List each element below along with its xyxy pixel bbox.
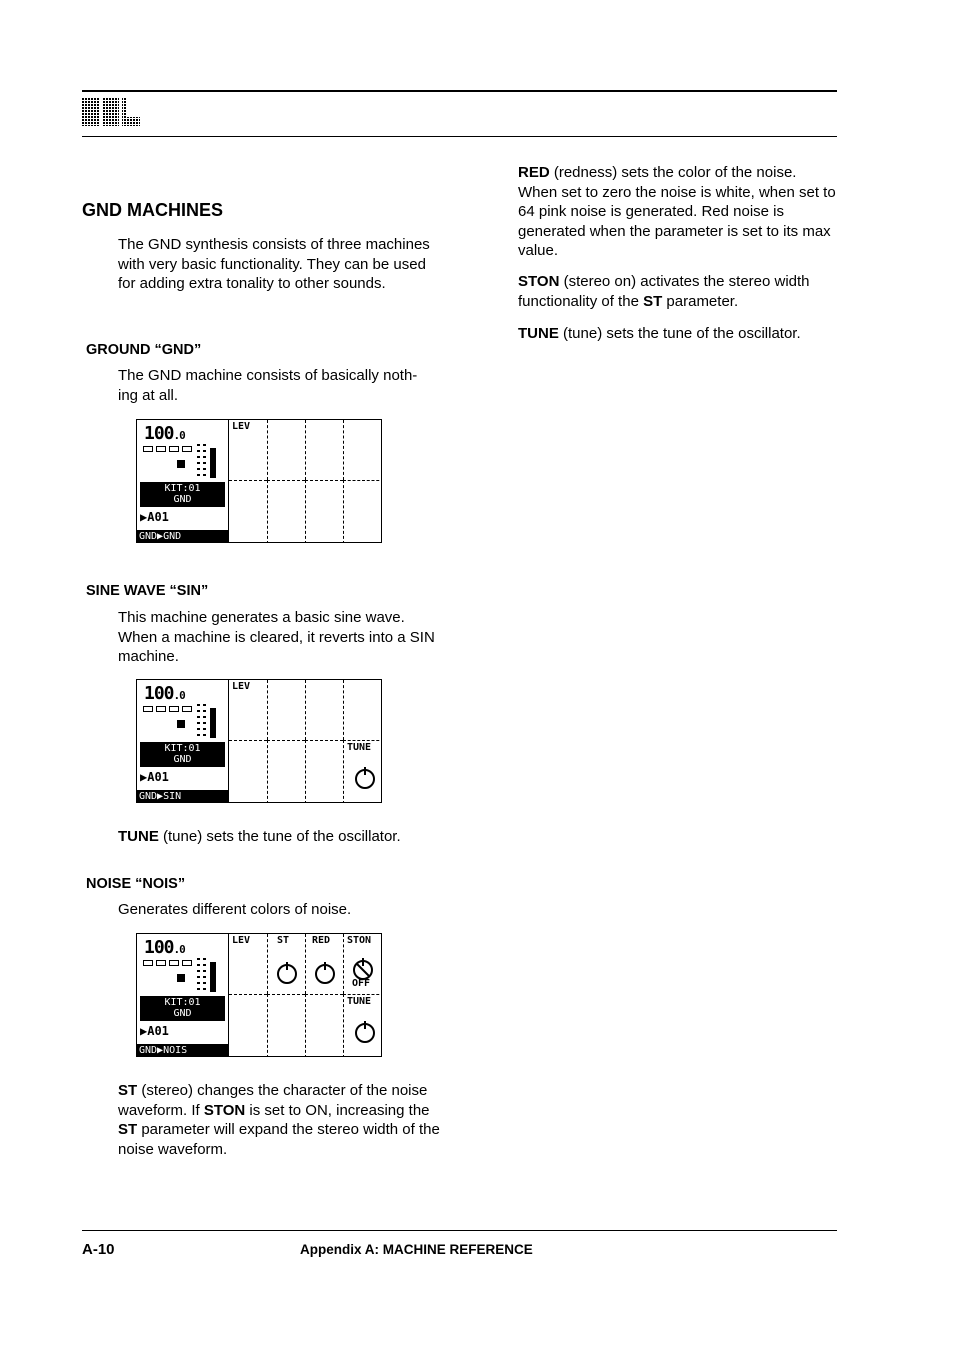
param-cell — [343, 420, 382, 480]
knob-icon — [315, 964, 335, 984]
param-cell — [267, 740, 305, 803]
param-cell — [229, 480, 267, 543]
level-meter-icon — [197, 702, 223, 738]
param-cell-red: RED — [305, 934, 343, 994]
lcd-pattern: ▶A01 — [140, 510, 169, 524]
lcd-param-grid — [228, 420, 382, 543]
ston-value: OFF — [352, 978, 371, 989]
param-cell-tune: TUNE — [343, 994, 382, 1057]
param-cell — [267, 480, 305, 543]
lcd-pattern: ▶A01 — [140, 1024, 169, 1038]
lcd-kit-label: KIT:01 GND — [140, 996, 225, 1021]
lcd-left-panel — [137, 420, 228, 543]
level-meter-icon — [197, 442, 223, 478]
stop-icon — [177, 460, 185, 468]
stop-icon — [177, 720, 185, 728]
knob-icon — [355, 1023, 375, 1043]
lcd-screen-sin — [136, 679, 382, 803]
lcd-step-indicators — [143, 960, 192, 966]
lcd-param-grid — [228, 680, 382, 803]
lcd-screen-nois — [136, 933, 382, 1057]
lcd-left-panel — [137, 934, 228, 1057]
lcd-step-indicators — [143, 706, 192, 712]
level-meter-icon — [197, 956, 223, 992]
section-title: GND MACHINES — [82, 200, 224, 220]
param-cell — [343, 480, 382, 543]
lcd-pattern: ▶A01 — [140, 770, 169, 784]
machine-desc-nois: Generates different colors of noise. — [118, 901, 352, 918]
chapter-title: Appendix A: MACHINE REFERENCE — [300, 1242, 533, 1257]
intro-paragraph: The GND synthesis consists of three machines with very basic functionality. They can be used for adding extra tonality to other sounds. — [118, 236, 430, 292]
machine-title-nois: NOISE “NOIS” — [86, 876, 186, 892]
knob-icon — [355, 769, 375, 789]
param-cell — [305, 680, 343, 740]
machine-title-sin: SINE WAVE “SIN” — [86, 583, 209, 599]
param-cell — [305, 994, 343, 1057]
param-cell — [267, 680, 305, 740]
param-cell — [267, 994, 305, 1057]
header-rule-top — [82, 90, 837, 92]
page-number: A-10 — [82, 1241, 115, 1258]
param-cell-lev: LEV — [232, 935, 251, 946]
lcd-param-grid — [228, 934, 382, 1057]
tune-note-paragraph: TUNE (tune) sets the tune of the oscillator. — [518, 325, 801, 342]
lcd-tempo: 100.0 — [144, 423, 185, 444]
stop-icon — [177, 974, 185, 982]
lcd-kit-label: KIT:01 GND — [140, 482, 225, 507]
logo-icon — [82, 98, 140, 126]
lcd-machine-name: GND▶GND — [137, 530, 228, 543]
param-cell — [343, 680, 382, 740]
red-note-paragraph: RED (redness) sets the color of the noise. When set to zero the noise is white, when set to 64 pink noise is generated. Red noise is generated when the parameter is set to its max value. — [518, 164, 836, 259]
param-cell — [305, 420, 343, 480]
param-cell — [305, 740, 343, 803]
param-cell — [267, 420, 305, 480]
param-cell — [229, 740, 267, 803]
param-cell-lev: LEV — [232, 681, 251, 692]
param-cell-st: ST — [267, 934, 305, 994]
lcd-tempo: 100.0 — [144, 683, 185, 704]
toggle-off-icon — [353, 960, 373, 980]
machine-desc-gnd: The GND machine consists of basically noth- ing at all. — [118, 367, 418, 404]
param-cell-tune: TUNE — [343, 740, 382, 803]
param-cell — [229, 994, 267, 1057]
st-note-paragraph: ST (stereo) changes the character of the noise waveform. If STON is set to ON, increasing the ST parameter will expand the stereo width of the noise waveform. — [118, 1082, 440, 1158]
machine-desc-sin: This machine generates a basic sine wave. When a machine is cleared, it reverts into a SIN machine. — [118, 609, 435, 665]
lcd-step-indicators — [143, 446, 192, 452]
ston-note-paragraph: STON (stereo on) activates the stereo width functionality of the ST parameter. — [518, 273, 810, 310]
lcd-screen-gnd — [136, 419, 382, 543]
tune-note-sin: TUNE (tune) sets the tune of the oscillator. — [118, 828, 401, 845]
lcd-left-panel — [137, 680, 228, 803]
header-rule-bottom — [82, 136, 837, 137]
lcd-machine-name: GND▶SIN — [137, 790, 228, 803]
param-cell-ston: STON OFF — [343, 934, 382, 994]
lcd-machine-name: GND▶NOIS — [137, 1044, 228, 1057]
footer-rule — [82, 1230, 837, 1231]
knob-icon — [277, 964, 297, 984]
lcd-tempo: 100.0 — [144, 937, 185, 958]
param-cell-lev: LEV — [232, 421, 251, 432]
lcd-kit-label: KIT:01 GND — [140, 742, 225, 767]
machine-title-gnd: GROUND “GND” — [86, 342, 202, 358]
param-cell — [305, 480, 343, 543]
